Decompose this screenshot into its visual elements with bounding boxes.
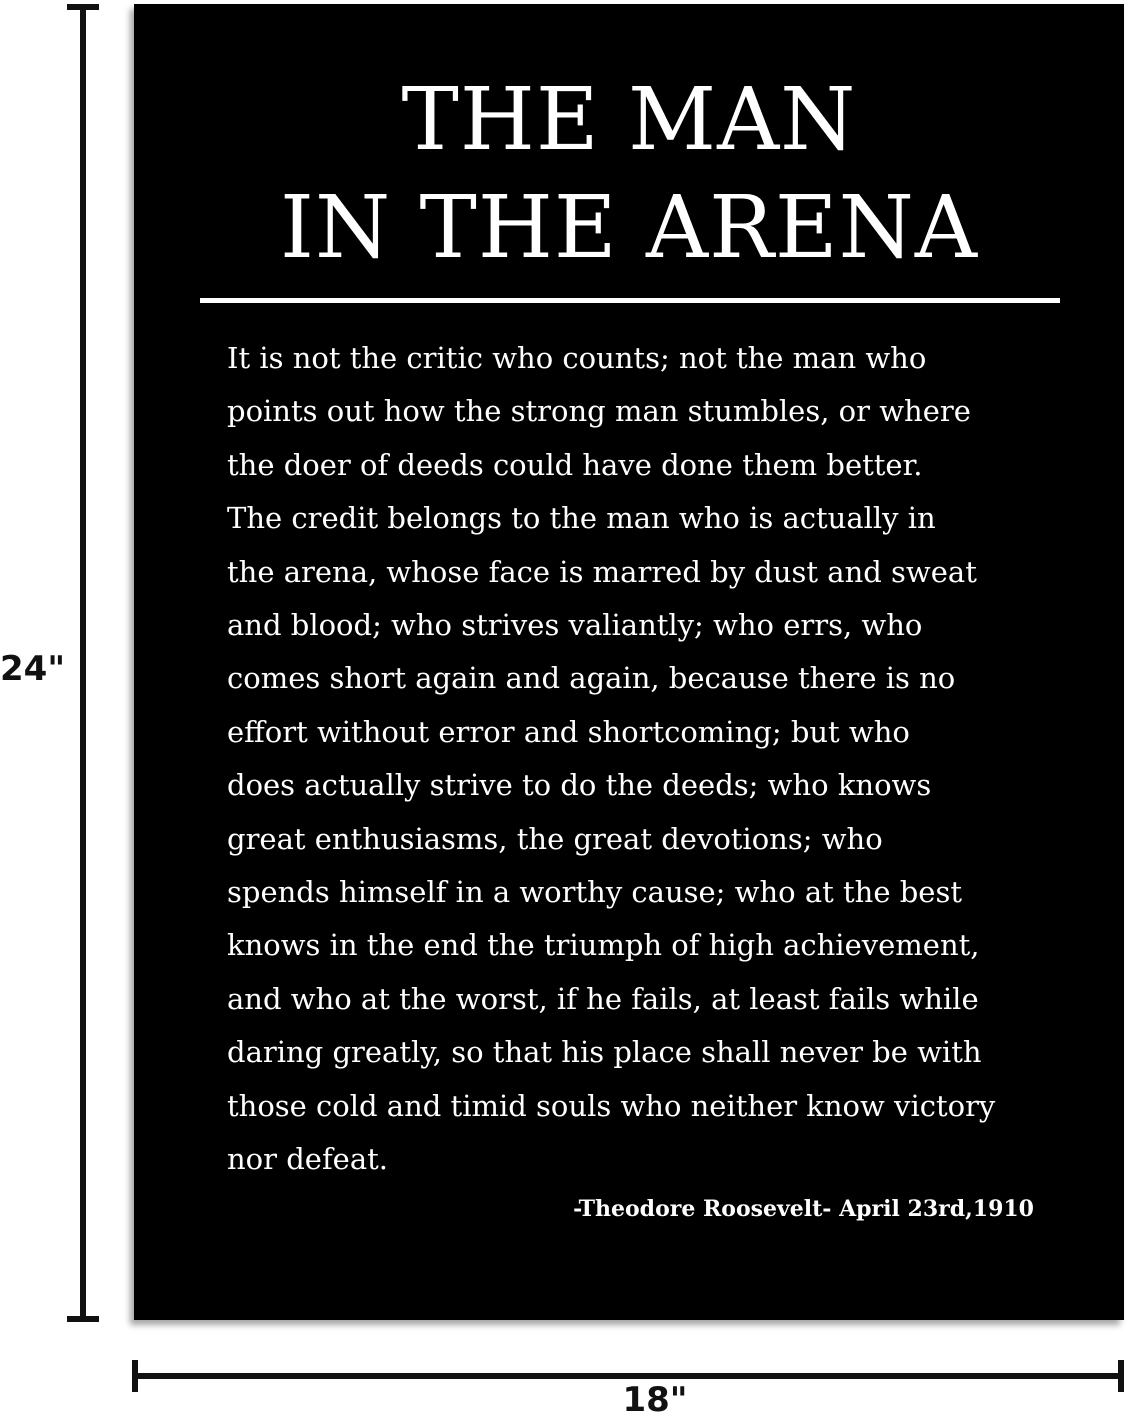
width-dimension-label: 18" bbox=[622, 1380, 688, 1420]
quote-body bbox=[227, 332, 1047, 1187]
quote-line: and blood; who strives valiantly; who errs, who bbox=[227, 608, 923, 643]
quote-line: knows in the end the triumph of high achievement, bbox=[227, 928, 980, 963]
title-divider bbox=[200, 298, 1060, 303]
quote-line: does actually strive to do the deeds; who knows bbox=[227, 768, 932, 803]
quote-line: effort without error and shortcoming; but who bbox=[227, 714, 910, 749]
poster-title-line-1: THE MAN bbox=[401, 70, 857, 170]
poster-title-line-2: IN THE ARENA bbox=[279, 178, 979, 278]
poster-canvas bbox=[134, 4, 1124, 1320]
width-dimension-line bbox=[134, 1373, 1124, 1379]
quote-line: those cold and timid souls who neither know victory bbox=[227, 1088, 996, 1123]
quote-line: great enthusiasms, the great devotions; who bbox=[227, 821, 883, 856]
quote-line: the doer of deeds could have done them better. bbox=[227, 447, 923, 482]
quote-line: nor defeat. bbox=[227, 1142, 389, 1177]
quote-line: the arena, whose face is marred by dust and sweat bbox=[227, 554, 977, 589]
poster-title bbox=[134, 66, 1124, 282]
width-dimension-right-cap bbox=[1118, 1360, 1124, 1392]
quote-line: daring greatly, so that his place shall never be with bbox=[227, 1035, 982, 1070]
height-dimension-line bbox=[80, 6, 86, 1320]
quote-line: points out how the strong man stumbles, or where bbox=[227, 394, 971, 429]
height-dimension-label: 24" bbox=[0, 646, 80, 692]
quote-attribution: -Theodore Roosevelt- April 23rd,1910 bbox=[573, 1196, 1034, 1222]
quote-line: comes short again and again, because there is no bbox=[227, 661, 956, 696]
quote-line: It is not the critic who counts; not the man who bbox=[227, 341, 927, 375]
quote-line: The credit belongs to the man who is actually in bbox=[227, 501, 936, 536]
quote-line: and who at the worst, if he fails, at least fails while bbox=[227, 981, 979, 1016]
quote-line: spends himself in a worthy cause; who at the best bbox=[227, 875, 962, 910]
height-dimension-bottom-cap bbox=[67, 1316, 99, 1322]
